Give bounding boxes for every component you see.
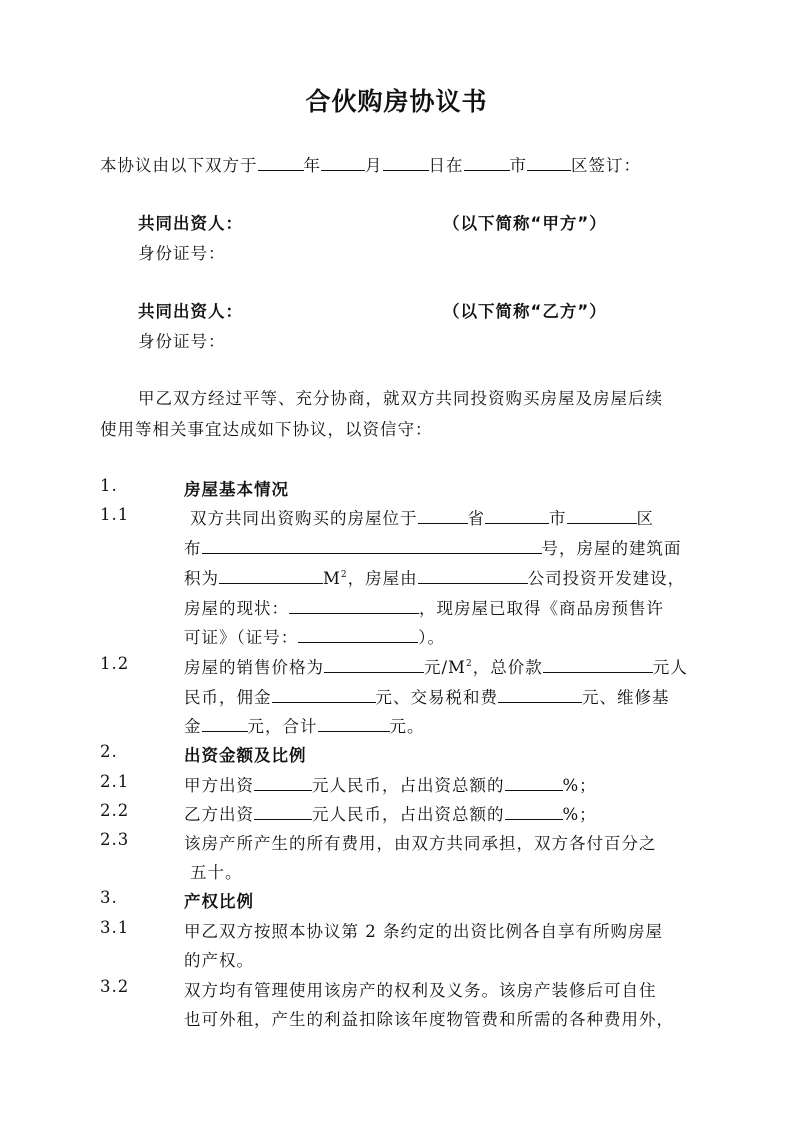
clause-3-1-line-1: 甲乙双方按照本协议第 2 条约定的出资比例各自享有所购房屋 bbox=[184, 922, 663, 941]
clause-1-1-line-1 bbox=[190, 505, 654, 529]
clause-1-2-text-g: 元、维修基 bbox=[582, 688, 670, 707]
clause-1-1-text-j: 公司投资开发建设， bbox=[527, 569, 686, 588]
clause-1-2-text-c: ，总价款 bbox=[472, 658, 543, 677]
clause-1-2-sup: 2 bbox=[465, 659, 473, 669]
total-price-blank bbox=[543, 656, 653, 673]
city-blank bbox=[464, 154, 510, 171]
intro-line bbox=[100, 152, 641, 176]
clause-1-2-number: 1.2 bbox=[100, 654, 130, 673]
clause-1-2-text-b: 元/M bbox=[424, 658, 466, 677]
sum-total-blank bbox=[318, 715, 390, 732]
clause-1-1-number: 1.1 bbox=[100, 505, 130, 524]
party-a-amount-blank bbox=[254, 774, 312, 791]
party-b-id-label: 身份证号： bbox=[138, 332, 226, 351]
city-blank-2 bbox=[485, 507, 549, 524]
clause-3-1-number: 3.1 bbox=[100, 918, 130, 937]
month-blank bbox=[321, 154, 365, 171]
clause-3-2-line-2: 也可外租，产生的利益扣除该年度物管费和所需的各种费用外， bbox=[184, 1010, 674, 1029]
intro-text-5: 市 bbox=[509, 156, 527, 175]
clause-2-2-text-c: %； bbox=[562, 805, 597, 824]
clause-2-2-number: 2.2 bbox=[100, 801, 130, 820]
intro-text-6: 区签订： bbox=[571, 156, 641, 175]
party-a-percent-blank bbox=[505, 774, 563, 791]
intro-text-3: 月 bbox=[365, 156, 383, 175]
clause-2-2-text-a: 乙方出资 bbox=[184, 805, 254, 824]
clause-2-3-line-1: 该房产所产生的所有费用，由双方共同承担，双方各付百分之 bbox=[184, 834, 657, 853]
intro-text-4: 日在 bbox=[428, 156, 464, 175]
clause-2-1-text-c: %； bbox=[562, 776, 597, 795]
clause-1-1-line-5 bbox=[184, 624, 445, 648]
clause-1-2-line-2 bbox=[184, 684, 670, 708]
preamble-line-2: 使用等相关事宜达成如下协议，以资信守： bbox=[100, 420, 433, 439]
clause-1-1-text-i: ，房屋由 bbox=[347, 569, 418, 588]
clause-2-2-text-b: 元人民币，占出资总额的 bbox=[312, 805, 505, 824]
document-title: 合伙购房协议书 bbox=[305, 87, 488, 116]
intro-text-2: 年 bbox=[303, 156, 321, 175]
district-blank bbox=[527, 154, 571, 171]
maintenance-fund-blank bbox=[202, 715, 248, 732]
section-1-number: 1. bbox=[100, 476, 118, 495]
clause-1-1-text-n: ）。 bbox=[418, 628, 445, 647]
clause-1-1-text-k: 房屋的现状： bbox=[184, 599, 289, 618]
commission-blank bbox=[272, 686, 376, 703]
permit-number-blank bbox=[298, 626, 418, 643]
intro-text-1: 本协议由以下双方于 bbox=[100, 156, 258, 175]
clause-2-1-number: 2.1 bbox=[100, 772, 130, 791]
province-blank bbox=[418, 507, 468, 524]
clause-1-1-line-4 bbox=[184, 595, 664, 619]
clause-1-1-text-e: 布 bbox=[184, 539, 202, 558]
clause-1-2-text-j: 元。 bbox=[389, 717, 425, 736]
section-3-number: 3. bbox=[100, 888, 118, 907]
party-b-label: 共同出资人： bbox=[138, 302, 243, 321]
clause-1-2-text-a: 房屋的销售价格为 bbox=[184, 658, 324, 677]
clause-1-2-text-h: 金 bbox=[184, 717, 202, 736]
clause-1-1-text-b: 省 bbox=[467, 509, 485, 528]
year-blank bbox=[258, 154, 304, 171]
party-b-alias: （以下简称“乙方”） bbox=[443, 302, 607, 321]
clause-1-2-text-e: 民币，佣金 bbox=[184, 688, 272, 707]
clause-1-2-text-i: 元，合计 bbox=[247, 717, 318, 736]
clause-1-1-line-3 bbox=[184, 565, 685, 589]
clause-1-2-line-3 bbox=[184, 713, 425, 737]
preamble-line-1: 甲乙双方经过平等、充分协商，就双方共同投资购买房屋及房屋后续 bbox=[138, 389, 663, 408]
developer-blank bbox=[418, 567, 528, 584]
clause-2-3-number: 2.3 bbox=[100, 830, 130, 849]
address-number-blank bbox=[202, 537, 542, 554]
status-blank bbox=[289, 597, 419, 614]
section-2-number: 2. bbox=[100, 742, 118, 761]
clause-1-2-text-d: 元人 bbox=[652, 658, 688, 677]
clause-1-1-text-c: 市 bbox=[549, 509, 567, 528]
clause-3-2-number: 3.2 bbox=[100, 977, 130, 996]
clause-2-1-text-a: 甲方出资 bbox=[184, 776, 254, 795]
unit-price-blank bbox=[324, 656, 424, 673]
clause-1-1-text-f: 号，房屋的建筑面 bbox=[541, 539, 682, 558]
clause-1-1-text-m: 可证》（证号： bbox=[184, 628, 299, 647]
clause-1-1-text-l: ，现房屋已取得《商品房预售许 bbox=[419, 599, 664, 618]
party-a-label: 共同出资人： bbox=[138, 214, 243, 233]
clause-1-1-line-2 bbox=[184, 535, 682, 559]
party-a-id-label: 身份证号： bbox=[138, 244, 226, 263]
clause-1-2-text-f: 元、交易税和费 bbox=[375, 688, 498, 707]
tax-blank bbox=[498, 686, 582, 703]
clause-2-1-line bbox=[184, 772, 597, 796]
clause-1-1-text-h: M bbox=[323, 569, 341, 588]
party-b-amount-blank bbox=[254, 803, 312, 820]
clause-1-1-text-g: 积为 bbox=[184, 569, 219, 588]
district-blank-2 bbox=[567, 507, 637, 524]
party-a-alias: （以下简称“甲方”） bbox=[443, 214, 607, 233]
clause-1-2-line-1 bbox=[184, 654, 688, 678]
clause-2-2-line bbox=[184, 801, 597, 825]
day-blank bbox=[383, 154, 429, 171]
party-b-percent-blank bbox=[505, 803, 563, 820]
clause-1-1-text-d: 区 bbox=[636, 509, 654, 528]
clause-2-3-line-2: 五十。 bbox=[190, 863, 243, 882]
section-3-heading: 产权比例 bbox=[184, 892, 254, 911]
clause-3-2-line-1: 双方均有管理使用该房产的权利及义务。该房产装修后可自住 bbox=[184, 981, 657, 1000]
clause-1-1-sup: 2 bbox=[340, 570, 348, 580]
clause-2-1-text-b: 元人民币，占出资总额的 bbox=[312, 776, 505, 795]
section-1-heading: 房屋基本情况 bbox=[184, 480, 289, 499]
clause-3-1-line-2: 的产权。 bbox=[184, 951, 254, 970]
section-2-heading: 出资金额及比例 bbox=[184, 746, 307, 765]
area-blank bbox=[219, 567, 323, 584]
clause-1-1-text-a: 双方共同出资购买的房屋位于 bbox=[190, 509, 418, 528]
